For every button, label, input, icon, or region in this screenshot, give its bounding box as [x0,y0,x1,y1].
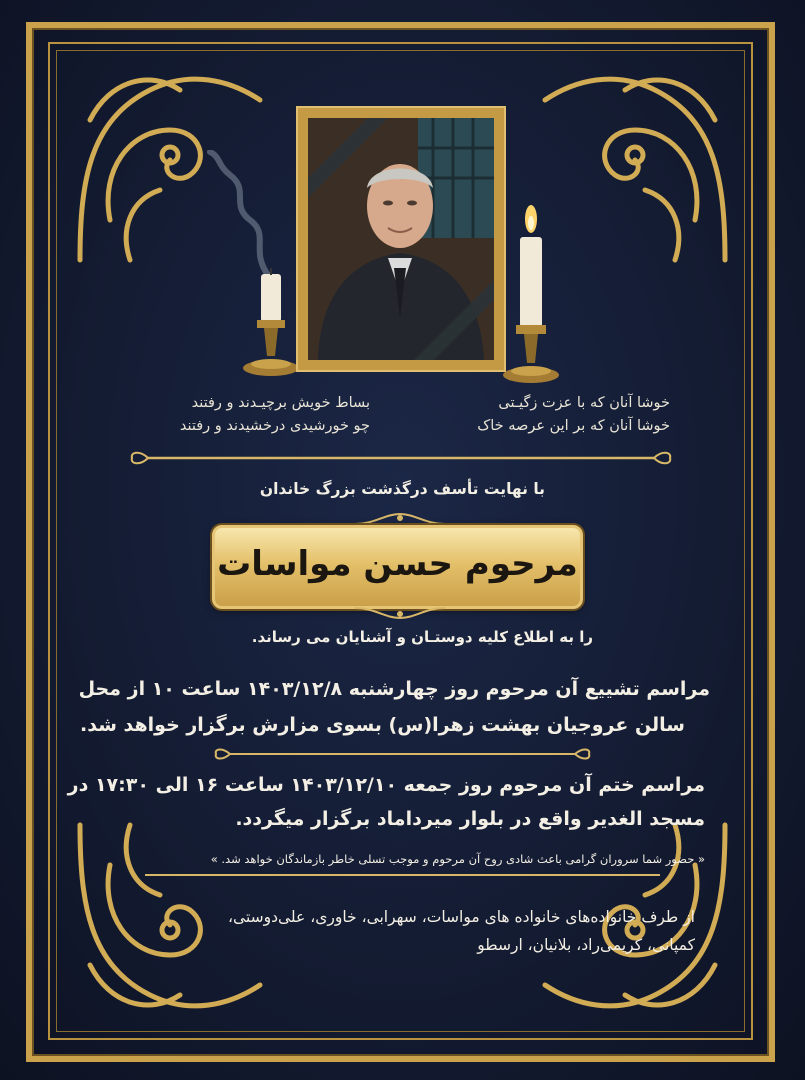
portrait-photo [298,108,504,370]
divider-line [126,448,676,468]
families-line2: کمپانی، کریمی‌راد، بلانیان، ارسطو [477,936,695,954]
funeral-line2: سالن عروجیان بهشت زهرا(س) بسوی مزارش برگزار خواهد شد. [80,714,685,736]
poem-left-line1: بساط خویش برچیـدند و رفتند [191,395,370,411]
families-line1: از طرف خانواده‌های خانواده های مواسات، سهرابی، خاوری، علی‌دوستی، [228,908,695,926]
deceased-name: مرحوم حسن مواسات [217,544,578,584]
memorial-line1: مراسم ختم آن مرحوم روز جمعه ۱۴۰۳/۱۲/۱۰ ساعت ۱۶ الی ۱۷:۳۰ در [67,774,705,796]
ornament-top-right [535,60,735,270]
note-underline [145,872,660,878]
smoke-wisp [190,150,280,280]
funeral-line1: مراسم تشییع آن مرحوم روز چهارشنبه ۱۴۰۳/۱۲/۸ ساعت ۱۰ از محل [78,678,710,700]
ornament-below-name [350,604,450,620]
poem-right-line1: خوشا آنان که با عزت زگیـتی [498,395,670,411]
poem-right-line2: خوشا آنان که بر این عرصه خاک [477,418,670,434]
poem-left [120,392,370,438]
intro-text: با نهایت تأسف درگذشت بزرگ خاندان [259,480,545,498]
memorial-line2: مسجد الغدیر واقع در بلوار میرداماد برگزار میگردد. [235,808,705,830]
poem-right [430,392,670,438]
announce-text: را به اطلاع کلیه دوستـان و آشنایان می رساند. [251,628,593,646]
poem-left-line2: چو خورشیدی درخشیدند و رفتند [179,418,370,434]
condolence-note: « حضور شما سروران گرامی باعث شادی روح آن مرحوم و موجب تسلی خاطر بازماندگان خواهد شد. » [210,852,705,866]
right-candle-icon [500,205,562,387]
left-candle-icon [240,268,302,380]
portrait-illustration [308,118,494,360]
name-plaque [212,525,583,609]
divider-line-small [210,745,595,763]
